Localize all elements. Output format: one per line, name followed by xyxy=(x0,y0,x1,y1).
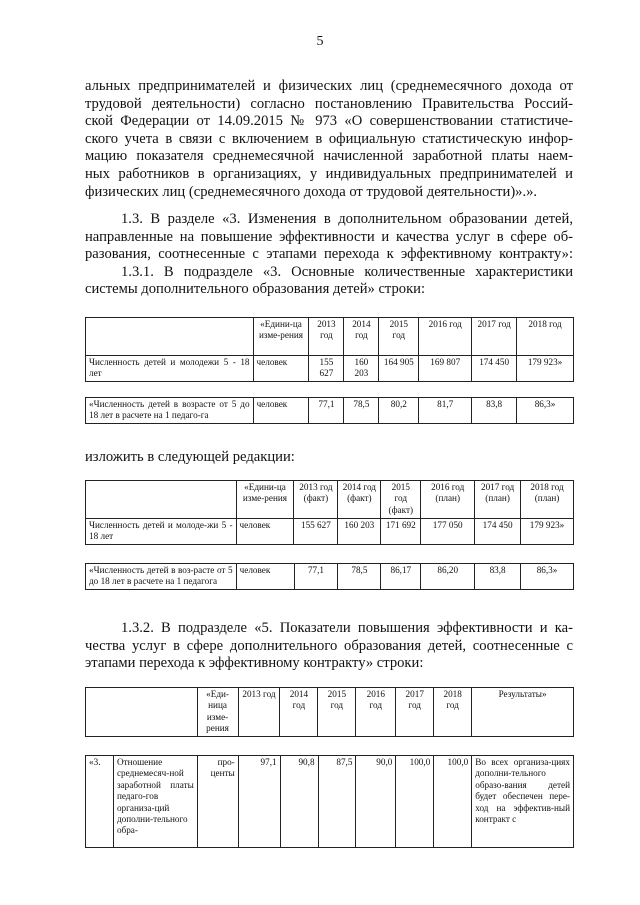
header-cell: 2017 год (план) xyxy=(475,481,521,519)
header-cell: 2018 год (план) xyxy=(521,481,574,519)
text-line: этапами перехода к эффективному контракту» строки: xyxy=(85,655,424,672)
value-cell: 83,8 xyxy=(472,398,517,424)
table-header-row xyxy=(86,318,574,356)
table-efficiency-header xyxy=(85,687,574,737)
empty-cell xyxy=(86,318,254,356)
unit-cell: человек xyxy=(236,519,294,545)
paragraph-section-1-3-2 xyxy=(85,620,573,673)
header-cell: 2015 год (факт) xyxy=(381,481,421,519)
text-line: физических лиц (среднемесячного дохода от трудовой деятельности)».». xyxy=(85,183,538,200)
value-cell: 77,1 xyxy=(294,564,338,590)
paragraph-continuation xyxy=(85,78,573,201)
text-line: ского учета в связи с включением в официальную статистическую инфор- xyxy=(85,130,573,147)
text-line: 1.3.1. В подразделе «3. Основные количественные характеристики xyxy=(121,263,573,280)
row-label: «Численность детей в воз-расте от 5 до 18 лет в расчете на 1 педагога xyxy=(86,564,237,590)
value-cell: 174 450 xyxy=(475,519,521,545)
unit-cell: человек xyxy=(236,564,294,590)
table-old-children-per-teacher xyxy=(85,397,574,424)
text-line: системы дополнительного образования детей» строки: xyxy=(85,281,426,298)
text-line: 1.3.2. В подразделе «5. Показатели повышения эффективности и ка- xyxy=(121,620,573,636)
value-cell: 90,0 xyxy=(356,756,396,848)
paragraph-section-1-3 xyxy=(85,211,573,299)
value-cell: 169 807 xyxy=(419,356,472,382)
value-cell: 100,0 xyxy=(434,756,472,848)
header-cell: 2016 год xyxy=(356,688,396,737)
value-cell: 86,3» xyxy=(521,564,574,590)
value-cell: 78,5 xyxy=(338,564,381,590)
value-cell: 155 627 xyxy=(294,519,338,545)
table-new-children-per-teacher xyxy=(85,563,574,590)
header-cell: 2013 год (факт) xyxy=(294,481,338,519)
value-cell: 100,0 xyxy=(396,756,434,848)
header-cell: «Еди-ница изме-рения xyxy=(197,688,238,737)
value-cell: 80,2 xyxy=(379,398,419,424)
text-line: альных предпринимателей и физических лиц (среднемесячного дохода от xyxy=(85,78,573,94)
page-number: 5 xyxy=(316,34,324,49)
text-line: чества услуг в сфере дополнительного образования детей, соотнесенные с xyxy=(85,637,573,654)
result-cell: Во всех организа-циях дополни-тельного образо-вания детей будет обеспечен пере-ход на эффектив-ный контракт с xyxy=(472,756,574,848)
value-cell: 83,8 xyxy=(475,564,521,590)
header-cell: 2017 год xyxy=(472,318,517,356)
value-cell: 179 923» xyxy=(517,356,574,382)
value-cell: 90,8 xyxy=(280,756,318,848)
value-cell: 171 692 xyxy=(381,519,421,545)
header-cell: 2016 год xyxy=(419,318,472,356)
header-cell: «Едини-ца изме-рения xyxy=(253,318,309,356)
text-line: 1.3. В разделе «3. Изменения в дополнительном образовании детей, xyxy=(121,211,573,227)
table-row xyxy=(86,756,574,848)
value-cell: 177 050 xyxy=(421,519,475,545)
table-row xyxy=(86,356,574,382)
table-row xyxy=(86,519,574,545)
empty-cell xyxy=(86,688,198,737)
value-cell: 164 905 xyxy=(379,356,419,382)
text-line: разования, соотнесенные с этапами перехода к эффективному контракту»: xyxy=(85,246,573,263)
header-cell: 2016 год (план) xyxy=(421,481,475,519)
table-row xyxy=(86,564,574,590)
header-cell: «Едини-ца изме-рения xyxy=(236,481,294,519)
value-cell: 174 450 xyxy=(472,356,517,382)
unit-cell: про-центы xyxy=(197,756,238,848)
table-old-children-count xyxy=(85,317,574,382)
table-header-row xyxy=(86,481,574,519)
text-line: ской Федерации от 14.09.2015 № 973 «О совершенствовании статистиче- xyxy=(85,113,573,130)
row-label: Отношение среднемесяч-ной заработной платы педаго-гов организа-ций дополни-тельного обра- xyxy=(113,756,197,848)
value-cell: 86,17 xyxy=(381,564,421,590)
value-cell: 155 627 xyxy=(309,356,344,382)
table-row xyxy=(86,398,574,424)
value-cell: 86,3» xyxy=(517,398,574,424)
value-cell: 77,1 xyxy=(309,398,344,424)
row-label: «Численность детей в возрасте от 5 до 18 лет в расчете на 1 педаго-га xyxy=(86,398,254,424)
value-cell: 160 203 xyxy=(344,356,379,382)
value-cell: 81,7 xyxy=(419,398,472,424)
header-cell: 2013 год xyxy=(238,688,280,737)
table-efficiency-row xyxy=(85,755,574,848)
replace-instruction xyxy=(85,449,573,467)
text-line: мацию показателя среднемесячной начисленной заработной платы наем- xyxy=(85,148,573,165)
text-line: трудовой деятельности) согласно постановлению Правительства Россий- xyxy=(85,95,573,112)
text-line: ных работников в организациях, у индивидуальных предпринимателей и xyxy=(85,165,573,182)
header-cell: 2013 год xyxy=(309,318,344,356)
header-cell: 2015 год xyxy=(318,688,356,737)
value-cell: 78,5 xyxy=(344,398,379,424)
text-line: изложить в следующей редакции: xyxy=(85,449,295,465)
text-line: направленные на повышение эффективности и качества услуг в сфере об- xyxy=(85,228,573,245)
header-cell: 2018 год xyxy=(517,318,574,356)
row-number: «3. xyxy=(86,756,114,848)
value-cell: 160 203 xyxy=(338,519,381,545)
row-label: Численность детей и молоде-жи 5 - 18 лет xyxy=(86,519,237,545)
header-cell: 2014 год (факт) xyxy=(338,481,381,519)
header-cell: 2015 год xyxy=(379,318,419,356)
header-cell: 2014 год xyxy=(344,318,379,356)
header-cell: 2017 год xyxy=(396,688,434,737)
table-header-row xyxy=(86,688,574,737)
unit-cell: человек xyxy=(253,356,309,382)
header-cell: 2014 год xyxy=(280,688,318,737)
table-new-children-count xyxy=(85,480,574,545)
row-label: Численность детей и молодежи 5 - 18 лет xyxy=(86,356,254,382)
unit-cell: человек xyxy=(253,398,309,424)
value-cell: 97,1 xyxy=(238,756,280,848)
header-cell: Результаты» xyxy=(472,688,574,737)
value-cell: 87,5 xyxy=(318,756,356,848)
header-cell: 2018 год xyxy=(434,688,472,737)
value-cell: 179 923» xyxy=(521,519,574,545)
empty-cell xyxy=(86,481,237,519)
value-cell: 86,20 xyxy=(421,564,475,590)
